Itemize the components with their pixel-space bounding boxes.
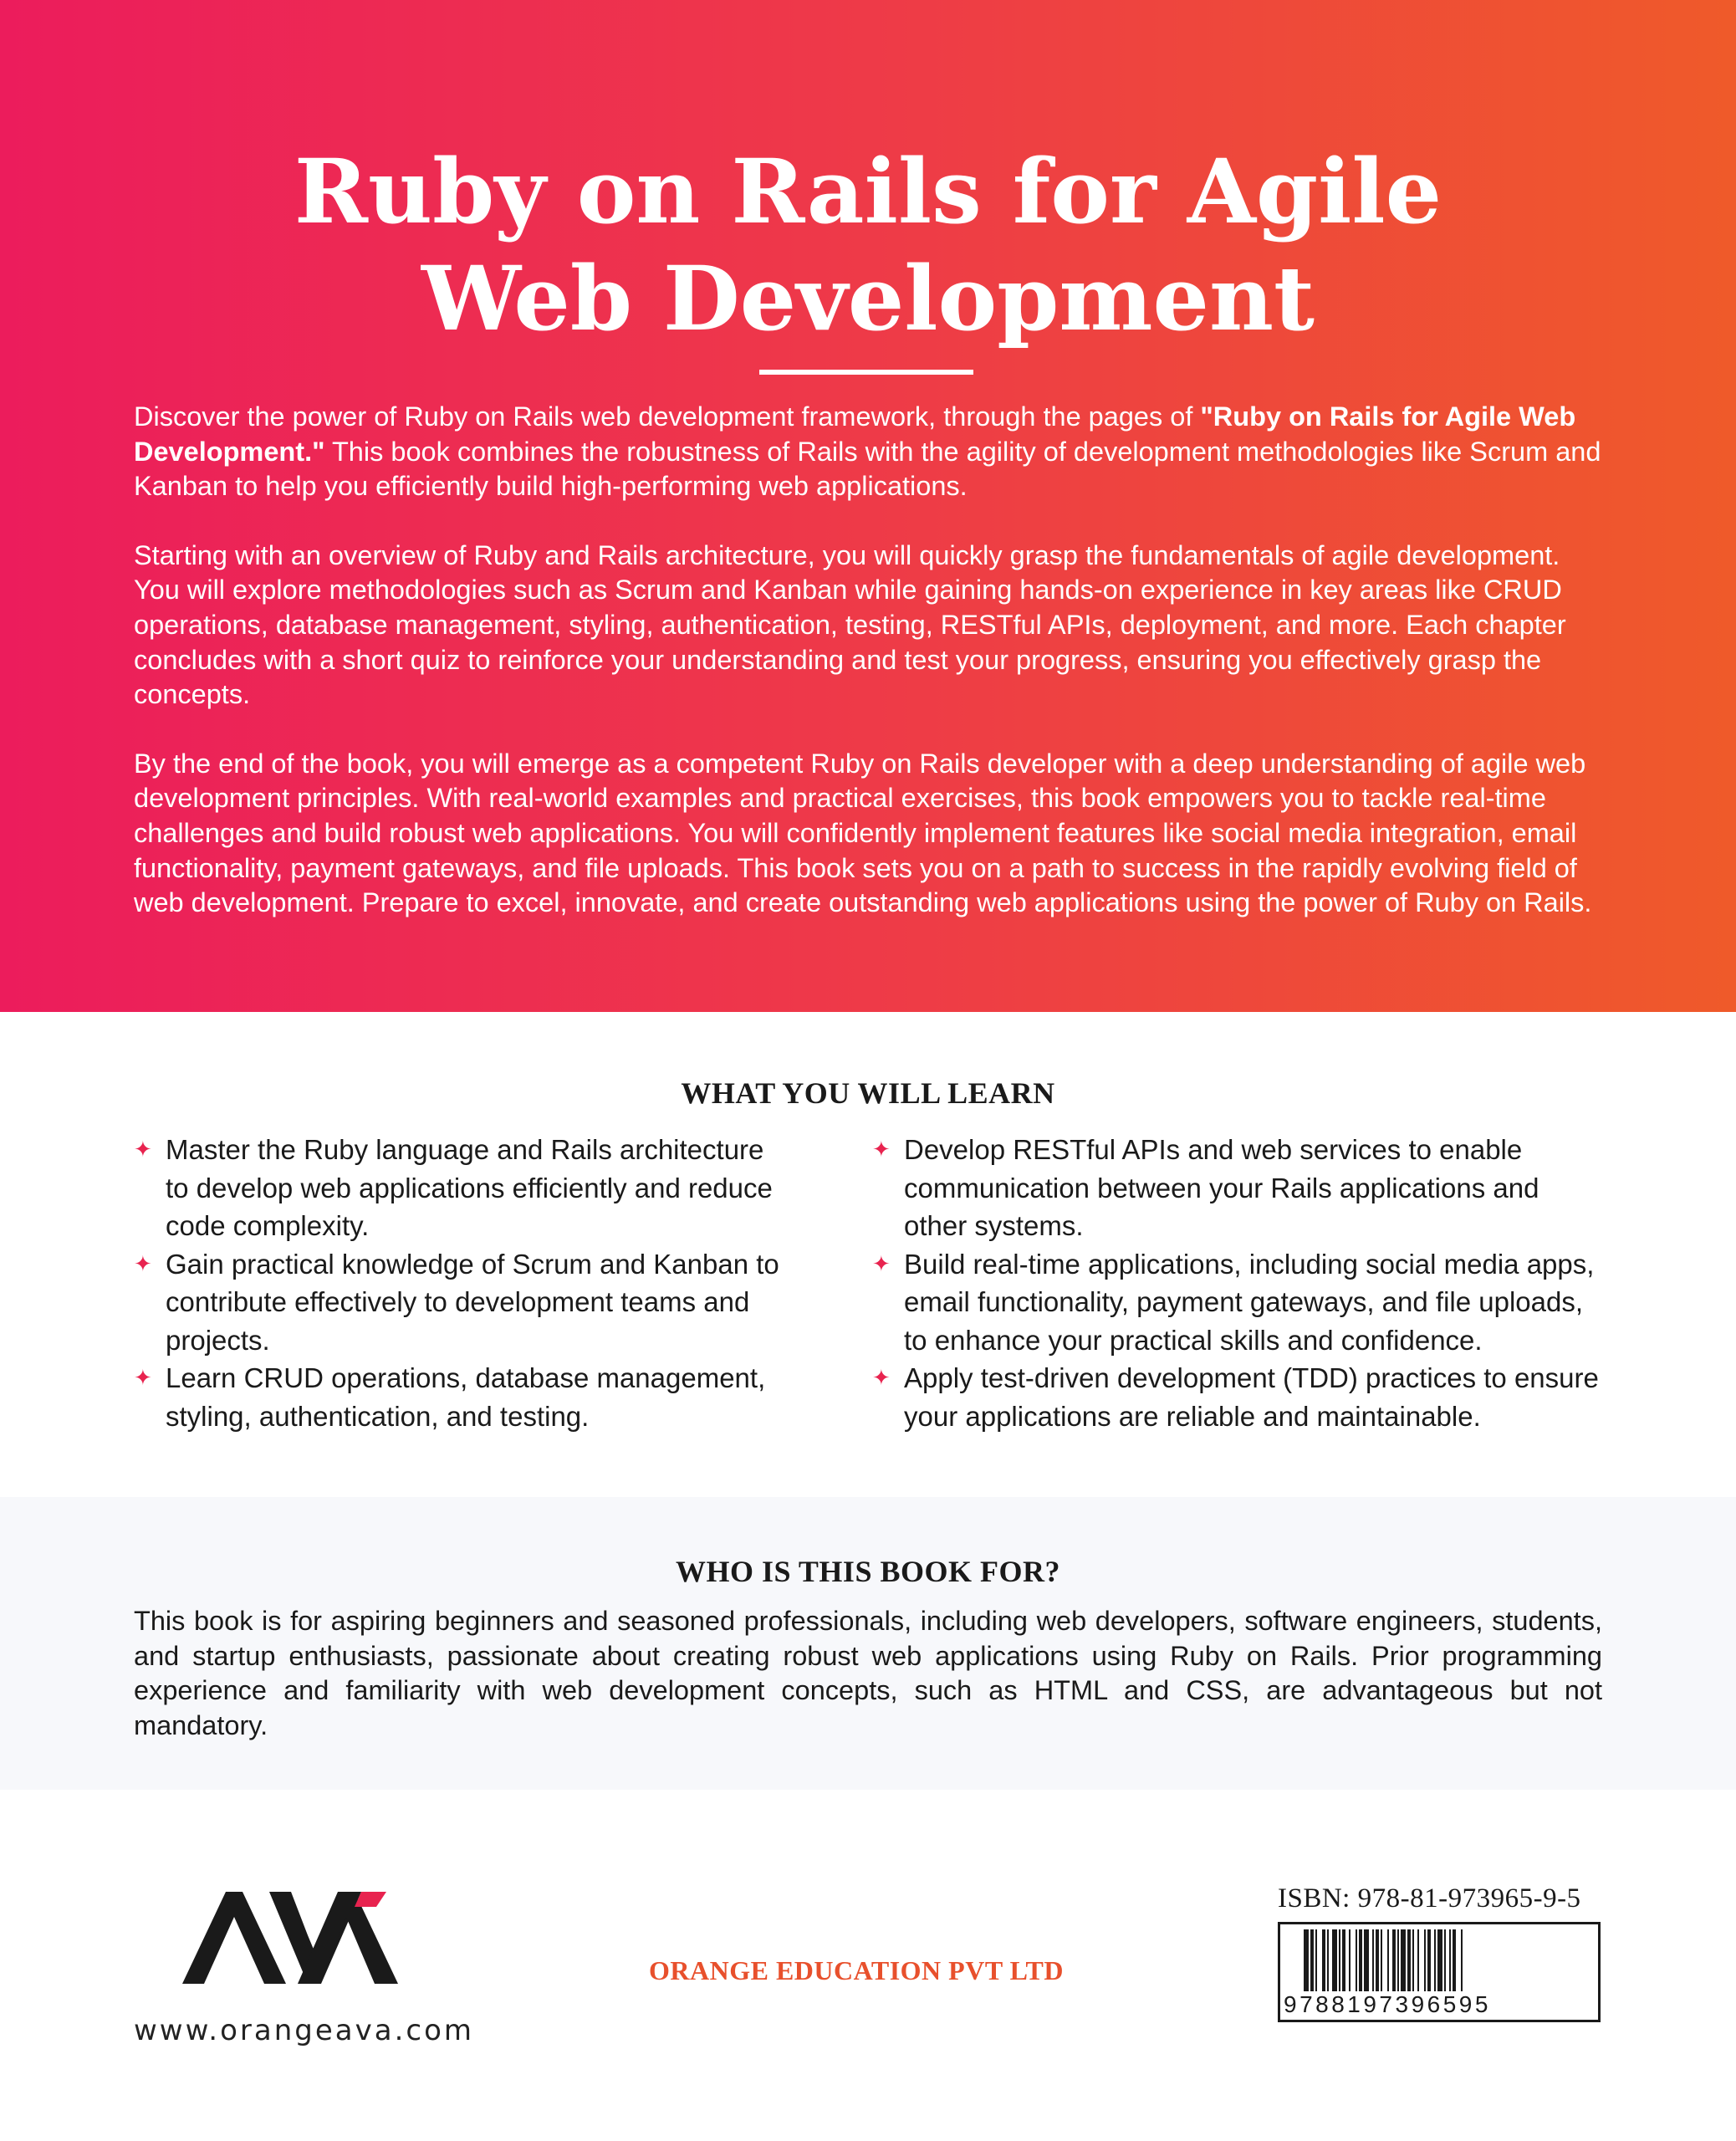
star-bullet-icon: ✦ [872,1250,891,1276]
learn-heading: WHAT YOU WILL LEARN [681,1076,1055,1110]
isbn-label: ISBN: 978-81-973965-9-5 [1278,1883,1581,1914]
learn-item-text: Develop RESTful APIs and web services to enable communication between your Rails applications and other systems. [904,1134,1539,1241]
barcode-bar [1392,1929,1396,1991]
book-title-line-1: Ruby on Rails for Agile [294,139,1442,243]
barcode-bar [1372,1929,1374,1991]
barcode-bar [1401,1929,1406,1991]
star-bullet-icon: ✦ [134,1137,152,1162]
description-p1-lead: Discover the power of Ruby on Rails web development framework, through the pages of [134,401,1201,432]
learn-item-text: Apply test-driven development (TDD) practices to ensure your applications are reliable and maintainable. [904,1362,1599,1432]
barcode-bar [1310,1929,1314,1991]
book-description [134,400,1602,955]
description-paragraph-2: Starting with an overview of Ruby and Rails architecture, you will quickly grasp the fundamentals of agile development. You will explore methodologies such as Scrum and Kanban while gaining hands-on experience in key areas like CRUD operations, database management, styling, authentication, testing, RESTful APIs, deployment, and more. Each chapter concludes with a short quiz to reinforce your understanding and test your progress, ensuring you effectively grasp the concepts. [134,539,1566,710]
barcode-bar [1359,1929,1362,1991]
learn-item-text: Master the Ruby language and Rails architecture to develop web applications efficiently and reduce code complexity. [166,1134,773,1241]
book-title [0,138,1736,352]
barcode-bar [1453,1929,1456,1991]
learn-item-text: Build real-time applications, including social media apps, email functionality, payment gateways, and file uploads, to enhance your practical skills and confidence. [904,1248,1595,1356]
barcode-bar [1387,1929,1389,1991]
learn-item [134,1131,794,1245]
learn-item [872,1245,1608,1360]
barcode-bar [1376,1929,1379,1991]
learn-item [134,1245,794,1360]
learn-item [872,1131,1608,1245]
barcode-bar [1356,1929,1357,1991]
barcode-digits: 9788197396595 [1284,1991,1595,2018]
barcode-bar [1437,1929,1442,1991]
barcode-bar [1449,1929,1451,1991]
description-paragraph-3: By the end of the book, you will emerge as a competent Ruby on Rails developer with a deep understanding of agile web development principles. With real-world examples and practical exercises, this book empowers you to tackle real-time challenges and build robust web applications. You will confidently implement features like social media integration, email functionality, payment gateways, and file uploads. This book sets you on a path to success in the rapidly evolving field of web development. Prepare to excel, innovate, and create outstanding web applications using the power of Ruby on Rails. [134,748,1592,918]
isbn-barcode [1278,1922,1601,2022]
barcode-bar [1407,1929,1411,1991]
barcode-bar [1315,1929,1317,1991]
barcode-bar [1424,1929,1426,1991]
learn-item-text: Learn CRUD operations, database management, styling, authentication, and testing. [166,1362,766,1432]
publisher-name: ORANGE EDUCATION PVT LTD [649,1955,1064,1985]
barcode-bar [1332,1929,1337,1991]
ava-logo [182,1892,398,1984]
barcode-bar [1349,1929,1351,1991]
barcode-bar [1434,1929,1436,1991]
learn-item-text: Gain practical knowledge of Scrum and Kanban to contribute effectively to development teams and projects. [166,1248,779,1356]
description-paragraph-1 [134,400,1602,504]
barcode-bars [1285,1929,1593,1991]
barcode-bar [1397,1929,1399,1991]
barcode-bar [1381,1929,1382,1991]
description-p1-book-name: "Ruby on Rails for Agile Web Development." [134,401,1576,467]
barcode-bar [1461,1929,1463,1991]
star-bullet-icon: ✦ [872,1137,891,1162]
barcode-bar [1322,1929,1325,1991]
barcode-bar [1417,1929,1419,1991]
learn-item [872,1359,1608,1435]
star-bullet-icon: ✦ [134,1365,152,1390]
barcode-bar [1327,1929,1329,1991]
title-underline [759,370,973,375]
learn-list-right [872,1131,1608,1435]
audience-text: This book is for aspiring beginners and seasoned professionals, including web developers, software engineers, students, and startup enthusiasts, passionate about creating robust web applications using Ruby on Rails. Prior programming experience and familiarity with web development concepts, such as HTML and CSS, are advantageous but not mandatory. [134,1606,1602,1740]
learn-list-left [134,1131,794,1435]
star-bullet-icon: ✦ [872,1365,891,1390]
learn-item [134,1359,794,1435]
barcode-bar [1444,1929,1446,1991]
description-p1-tail: This book combines the robustness of Rails with the agility of development methodologies like Scrum and Kanban to help you efficiently build high-performing web applications. [134,436,1601,502]
audience-heading: WHO IS THIS BOOK FOR? [676,1555,1060,1588]
book-title-line-2: Web Development [421,246,1315,350]
barcode-bar [1364,1929,1369,1991]
barcode-bar [1304,1929,1309,1991]
barcode-bar [1342,1929,1345,1991]
publisher-website: www.orangeava.com [134,2014,474,2047]
barcode-bar [1412,1929,1414,1991]
barcode-bar [1339,1929,1340,1991]
barcode-bar [1427,1929,1431,1991]
star-bullet-icon: ✦ [134,1250,152,1276]
